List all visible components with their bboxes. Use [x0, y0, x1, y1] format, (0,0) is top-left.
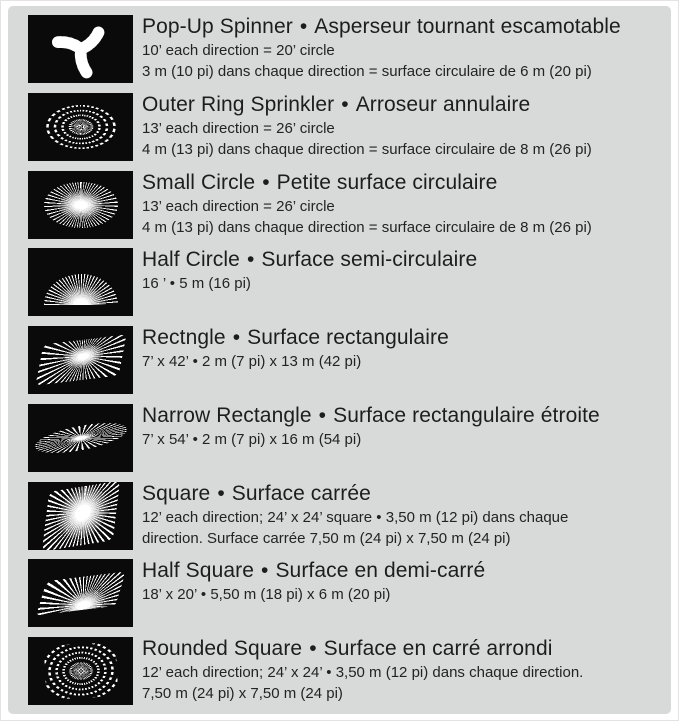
pattern-title — [142, 15, 621, 39]
pattern-title — [142, 637, 583, 661]
pattern-row-rounded-square — [28, 637, 659, 705]
pattern-row-pop-up-spinner — [28, 15, 659, 83]
pattern-row-square — [28, 482, 659, 550]
pattern-title — [142, 93, 592, 117]
bullet-separator: • — [262, 170, 270, 194]
spinner-pattern-icon — [33, 18, 129, 80]
title-fr: Arroseur annulaire — [355, 92, 531, 116]
bullet-separator: • — [299, 15, 308, 38]
title-fr: Surface rectangulaire étroite — [333, 403, 600, 427]
pattern-text — [142, 326, 449, 372]
pattern-detail-line1: 7’ x 42’ • 2 m (7 pi) x 13 m (42 pi) — [142, 353, 362, 370]
pattern-detail-line1: 13’ each direction = 26’ circle — [142, 119, 335, 137]
pattern-thumbnail — [28, 637, 133, 705]
sprinkler-patterns-panel — [8, 6, 671, 714]
bullet-separator: • — [309, 637, 317, 660]
pattern-detail-line2: 7,50 m (24 pi) x 7,50 m (24 pi) — [142, 685, 343, 702]
small-circle-pattern-icon — [44, 182, 118, 228]
pattern-thumbnail — [28, 171, 133, 239]
title-fr: Surface carrée — [231, 481, 371, 505]
pattern-row-half-circle — [28, 248, 659, 316]
narrow-rectangle-pattern-icon — [32, 417, 129, 459]
title-en: Rectngle — [142, 326, 226, 349]
half-circle-pattern-icon — [44, 274, 118, 305]
pattern-thumbnail — [28, 326, 133, 394]
bullet-separator: • — [232, 326, 241, 349]
pattern-thumbnail — [28, 93, 133, 161]
title-en: Half Circle — [142, 248, 240, 272]
pattern-detail-line2: 3 m (10 pi) dans chaque direction = surface circulaire de 6 m (20 pi) — [142, 63, 592, 80]
outer-ring-pattern-icon — [43, 103, 119, 151]
pattern-thumbnail — [28, 559, 133, 627]
title-en: Half Square — [142, 559, 254, 583]
pattern-title — [142, 171, 592, 195]
pattern-title — [142, 482, 568, 506]
title-en: Narrow Rectangle — [142, 403, 312, 427]
pattern-title — [142, 326, 449, 350]
pattern-row-half-square — [28, 559, 659, 627]
half-square-pattern-icon — [36, 571, 126, 615]
rectangle-pattern-icon — [35, 334, 126, 386]
pattern-row-narrow-rectangle — [28, 404, 659, 472]
bullet-separator: • — [261, 559, 269, 583]
title-fr: Asperseur tournant escamotable — [314, 15, 621, 38]
title-fr: Petite surface circulaire — [276, 170, 498, 194]
pattern-detail-line2: 4 m (13 pi) dans chaque direction = surface circulaire de 8 m (26 pi) — [142, 218, 592, 236]
pattern-thumbnail — [28, 404, 133, 472]
bullet-separator: • — [341, 92, 349, 116]
pattern-text — [142, 171, 592, 238]
pattern-title — [142, 248, 477, 272]
pattern-title — [142, 559, 485, 583]
title-en: Square — [142, 481, 211, 505]
pattern-row-rectangle — [28, 326, 659, 394]
pattern-text — [142, 93, 592, 160]
pattern-row-small-circle — [28, 171, 659, 239]
pattern-thumbnail — [28, 15, 133, 83]
pattern-text — [142, 637, 583, 704]
square-pattern-icon — [41, 482, 119, 550]
title-en: Small Circle — [142, 170, 256, 194]
title-fr: Surface semi-circulaire — [261, 248, 478, 272]
pattern-text — [142, 15, 621, 82]
pattern-title — [142, 404, 600, 428]
pattern-detail-line1: 13’ each direction = 26’ circle — [142, 197, 335, 215]
title-en: Outer Ring Sprinkler — [142, 92, 335, 116]
title-en: Rounded Square — [142, 637, 303, 660]
pattern-row-outer-ring — [28, 93, 659, 161]
pattern-detail-line1: 7’ x 54’ • 2 m (7 pi) x 16 m (54 pi) — [142, 430, 362, 448]
pattern-detail-line1: 10’ each direction = 20’ circle — [142, 42, 335, 59]
pattern-detail-line1: 16 ’ • 5 m (16 pi) — [142, 275, 251, 293]
pattern-detail-line1: 12’ each direction; 24’ x 24’ square • 3,50 m (12 pi) dans chaque — [142, 508, 569, 526]
pattern-text — [142, 482, 568, 549]
pattern-detail-line2: 4 m (13 pi) dans chaque direction = surface circulaire de 8 m (26 pi) — [142, 140, 592, 158]
pattern-text — [142, 248, 477, 294]
pattern-text — [142, 559, 485, 605]
bullet-separator: • — [217, 481, 225, 505]
pattern-detail-line1: 12’ each direction; 24’ x 24’ • 3,50 m (12 pi) dans chaque direction. — [142, 664, 584, 681]
pattern-text — [142, 404, 600, 450]
title-fr: Surface en carré arrondi — [323, 637, 553, 660]
pattern-thumbnail — [28, 482, 133, 550]
pattern-thumbnail — [28, 248, 133, 316]
bullet-separator: • — [318, 403, 327, 427]
title-en: Pop-Up Spinner — [142, 15, 293, 38]
pattern-detail-line1: 18’ x 20’ • 5,50 m (18 pi) x 6 m (20 pi) — [142, 586, 391, 604]
rounded-square-pattern-icon — [43, 642, 118, 700]
bullet-separator: • — [246, 248, 255, 272]
title-fr: Surface rectangulaire — [247, 326, 449, 349]
title-fr: Surface en demi-carré — [275, 559, 486, 583]
pattern-detail-line2: direction. Surface carrée 7,50 m (24 pi) x 7,50 m (24 pi) — [142, 529, 511, 547]
